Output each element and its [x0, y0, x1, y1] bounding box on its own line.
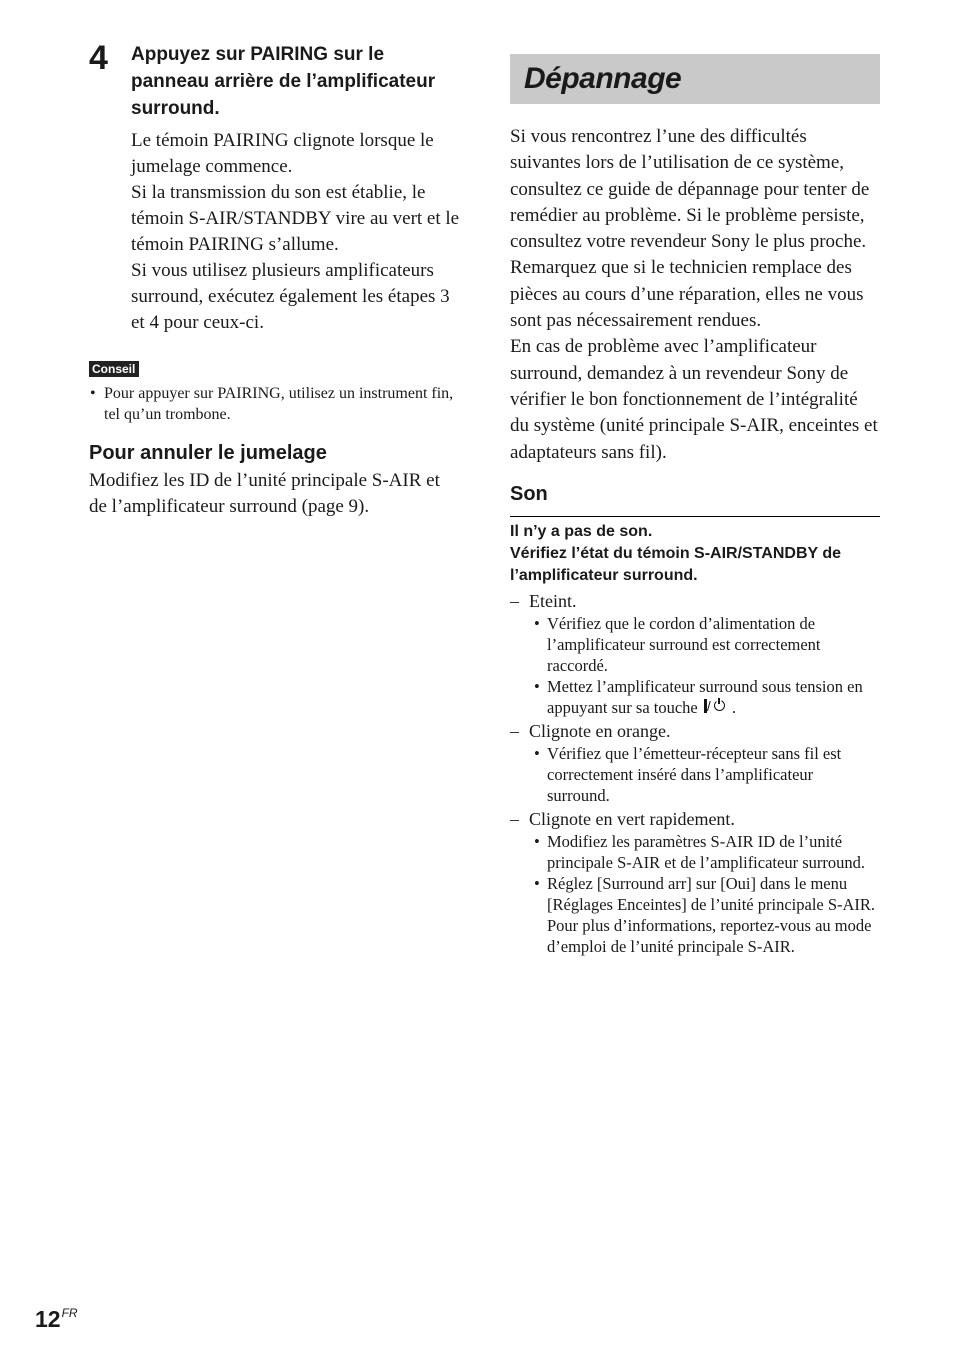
section-banner — [510, 54, 880, 104]
problem-check: Vérifiez l’état du témoin S-AIR/STANDBY de l’amplificateur surround. — [510, 544, 842, 584]
tip-badge: Conseil — [89, 361, 139, 377]
tip-list — [89, 383, 459, 425]
case-label: Clignote en vert rapidement. — [529, 808, 735, 829]
case-bullets — [529, 831, 880, 957]
step-paragraph: Si vous utilisez plusieurs amplificateurs surround, exécutez également les étapes 3 et 4 pour ceux-ci. — [131, 260, 450, 333]
intro-text — [510, 124, 880, 466]
step-4 — [89, 41, 459, 336]
cancel-pairing-text: Modifiez les ID de l’unité principale S-AIR et de l’amplificateur surround (page 9). — [89, 470, 440, 517]
power-icon: / — [702, 699, 732, 714]
problem-statement — [510, 521, 880, 587]
case-label: Clignote en orange. — [529, 720, 671, 741]
case-bullet: • Réglez [Surround arr] sur [Oui] dans le menu [Réglages Enceintes] de l’unité principale S-AIR. Pour plus d’informations, reportez-vous au mode d’emploi de l’unité principale S-AIR. — [533, 873, 880, 957]
case-bullets — [529, 613, 880, 718]
case-bullet — [533, 676, 880, 718]
case-bullet: • Modifiez les paramètres S-AIR ID de l’unité principale S-AIR et de l’amplificateur surround. — [533, 831, 880, 873]
section-title: Dépannage — [524, 62, 682, 95]
step-title: Appuyez sur PAIRING sur le panneau arrière de l’amplificateur surround. — [131, 44, 436, 119]
page-number — [35, 1300, 78, 1332]
case-item — [510, 589, 880, 718]
dash-marker: – — [510, 720, 519, 741]
case-label: Eteint. — [529, 590, 577, 611]
case-bullet: • Vérifiez que le cordon d’alimentation de l’amplificateur surround est correctement raccordé. — [533, 613, 880, 676]
step-paragraph: Si la transmission du son est établie, le témoin S-AIR/STANDBY vire au vert et le témoin PAIRING s’allume. — [131, 182, 460, 255]
tip-item: • Pour appuyer sur PAIRING, utilisez un instrument fin, tel qu’un trombone. — [89, 383, 459, 425]
cancel-pairing-heading: Pour annuler le jumelage — [89, 442, 327, 464]
case-bullets — [529, 743, 880, 806]
intro-paragraph: Remarquez que si le technicien remplace des pièces au cours d’une réparation, elles ne vous sont pas nécessairement rendues. — [510, 257, 864, 332]
son-heading: Son — [510, 481, 880, 517]
case-bullet: • Vérifiez que l’émetteur-récepteur sans fil est correctement inséré dans l’amplificateur surround. — [533, 743, 880, 806]
intro-paragraph: En cas de problème avec l’amplificateur surround, demandez à un revendeur Sony de vérifier le bon fonctionnement de l’intégralité du système (unité principale S-AIR, enceintes et adaptateurs sans fil). — [510, 336, 878, 463]
left-column — [89, 34, 459, 520]
dash-marker: – — [510, 590, 519, 611]
step-number: 4 — [89, 39, 107, 77]
case-bullet-end: . — [731, 697, 736, 717]
page-language: FR — [61, 1306, 78, 1320]
right-column — [510, 54, 880, 958]
step-body — [131, 128, 461, 336]
case-list — [510, 589, 880, 957]
case-bullet-text: Mettez l’amplificateur surround sous tension en appuyant sur sa touche — [547, 676, 863, 717]
intro-paragraph: Si vous rencontrez l’une des difficultés suivantes lors de l’utilisation de ce système, consultez ce guide de dépannage pour tenter de remédier au problème. Si le problème persiste, consultez votre revendeur Sony le plus proche. — [510, 126, 870, 253]
dash-marker: – — [510, 808, 519, 829]
step-paragraph: Le témoin PAIRING clignote lorsque le jumelage commence. — [131, 130, 434, 177]
problem-symptom: Il n’y a pas de son. — [510, 522, 653, 540]
case-item — [510, 807, 880, 957]
case-item — [510, 719, 880, 806]
page-number-value: 12 — [35, 1306, 61, 1332]
